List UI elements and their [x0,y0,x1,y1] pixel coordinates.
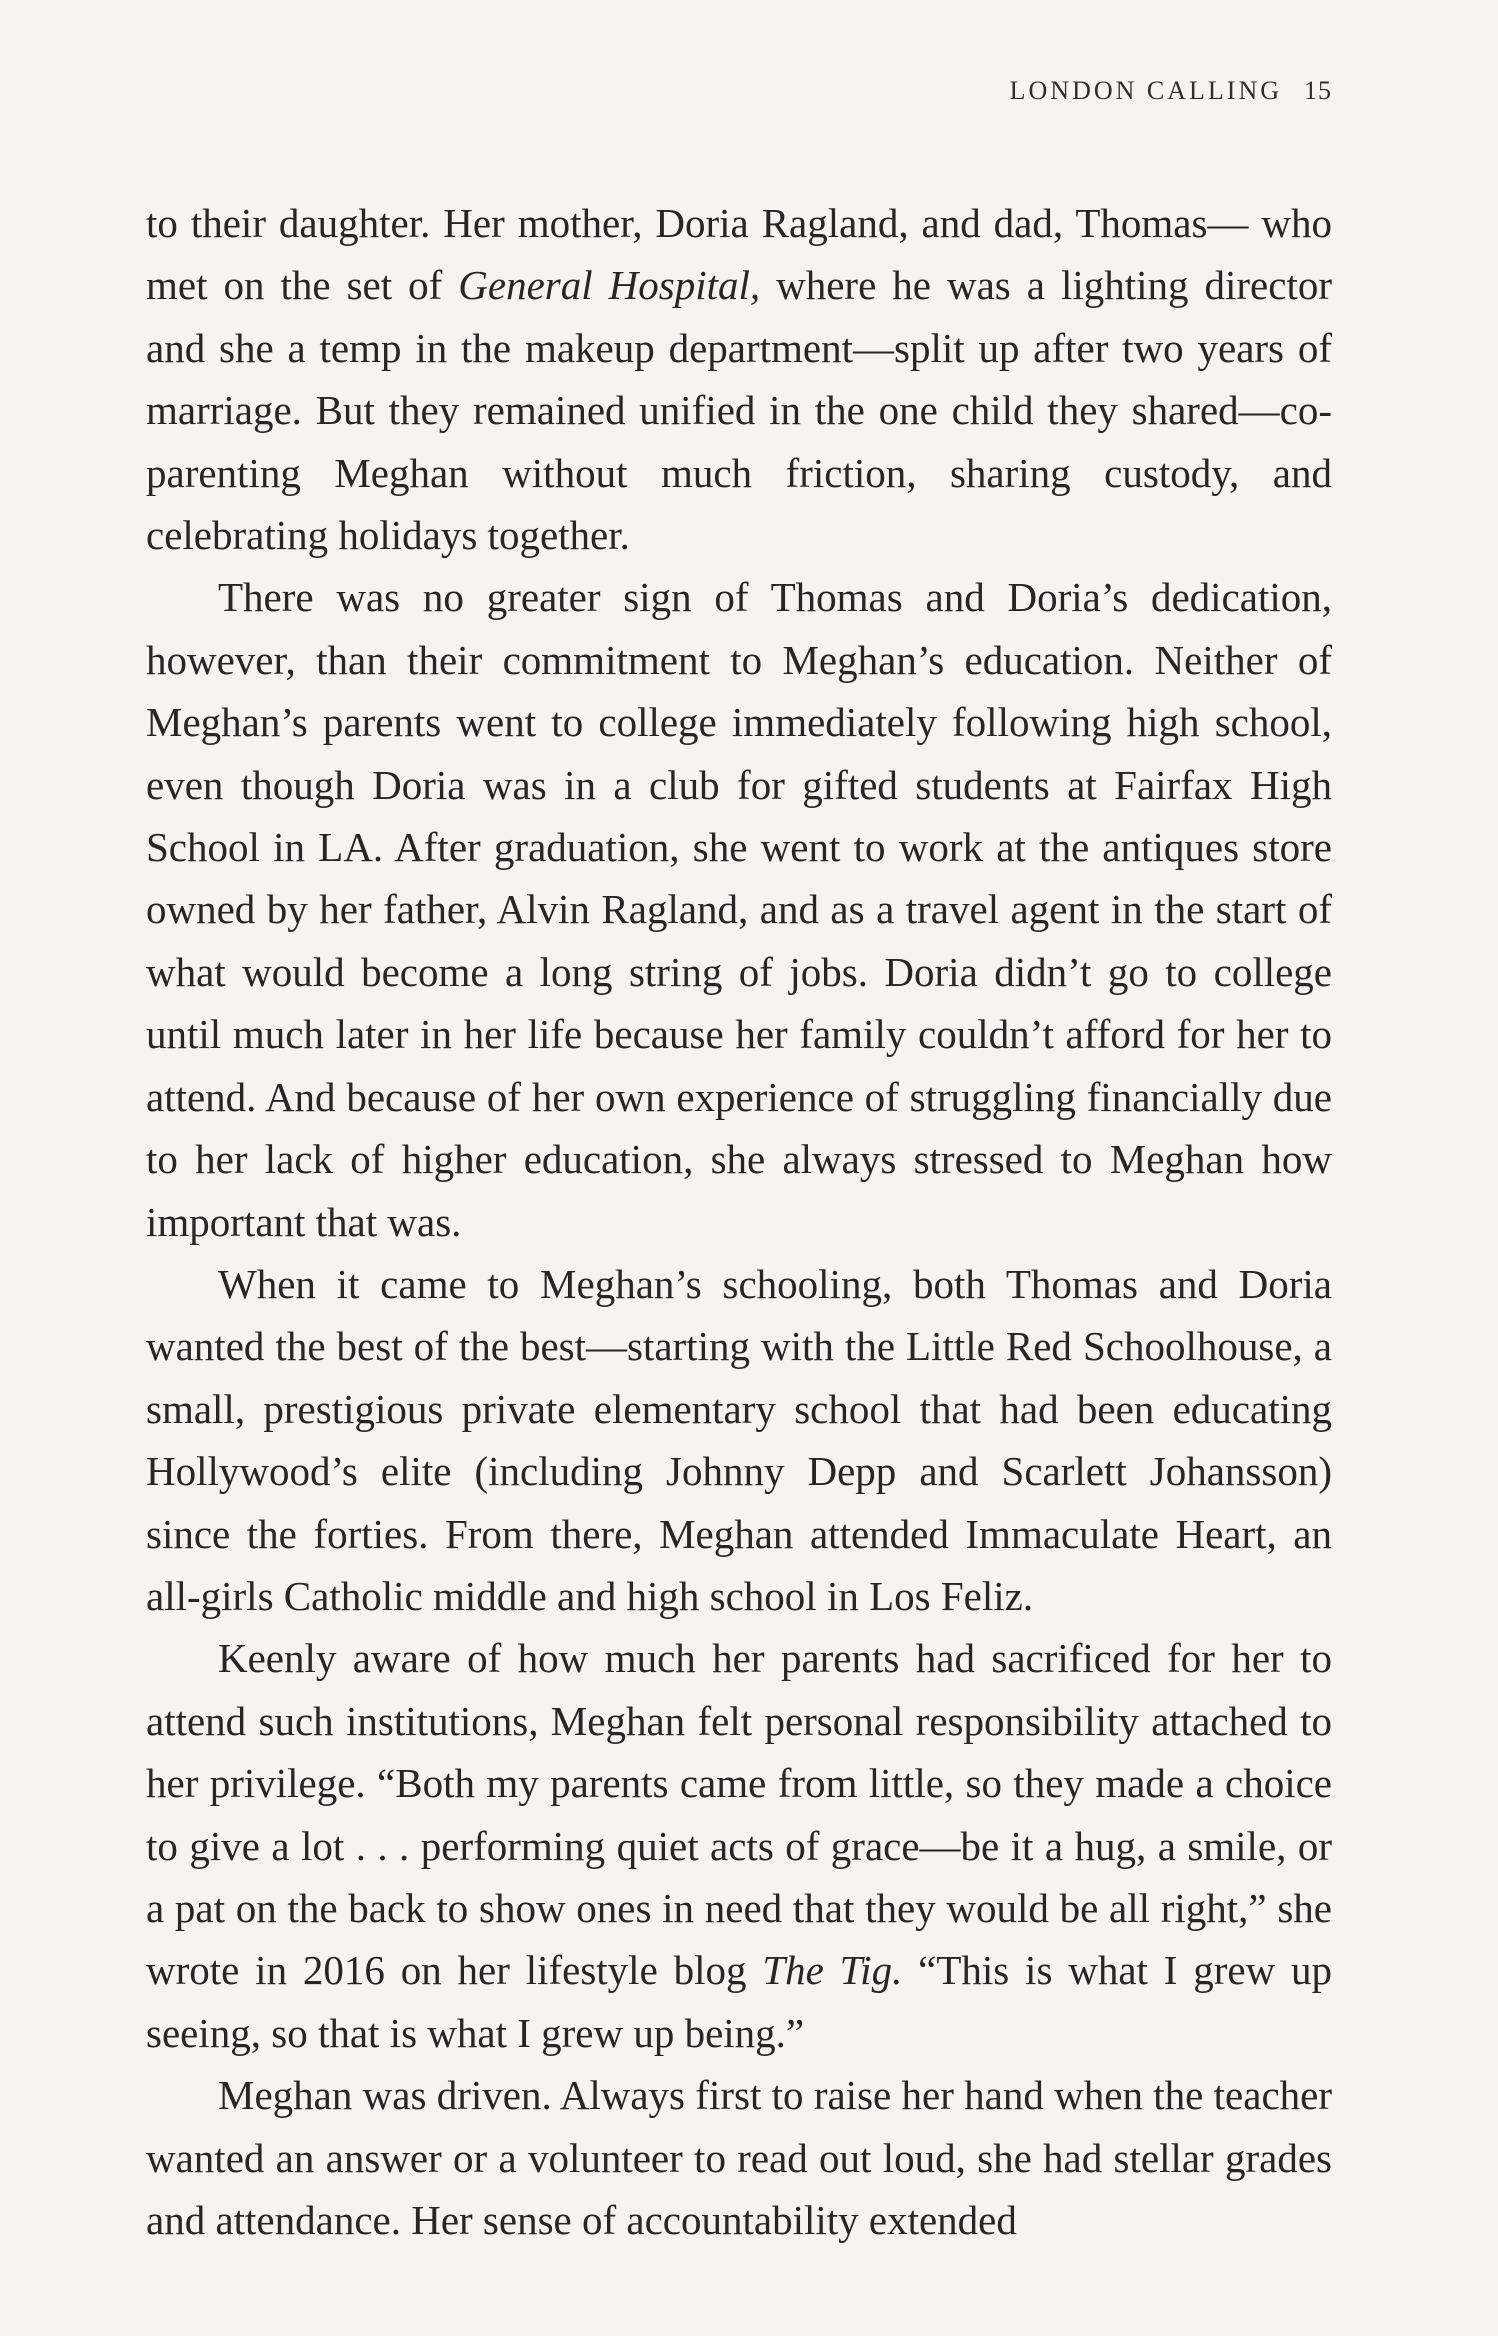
running-head [1010,76,1332,106]
paragraph-text: Meghan was driven. Always first to raise her hand when the teacher wanted an answer or a volunteer to read out loud, she had stellar grades and attendance. Her sense of accountability extended [146,2072,1332,2243]
paragraph-5 [146,2064,1332,2251]
paragraph-text: Keenly aware of how much her parents had sacrificed for her to attend such institutions, Meghan felt personal responsibility attached to her privilege. “Both my parents came from little, so they made a choice to give a lot . . . performing quiet acts of grace—be it a hug, a smile, or a pat on the back to show ones in need that they would be all right,” she wrote in 2016 on her lifestyle blog [146,1635,1332,1994]
paragraph-text: There was no greater sign of Thomas and Doria’s dedication, however, than their commitment to Meghan’s education. Neither of Meghan’s parents went to college immediately following high school, even though Doria was in a club for gifted students at Fairfax High School in LA. After graduation, she went to work at the antiques store owned by her father, Alvin Ragland, and as a travel agent in the start of what would become a long string of jobs. Doria didn’t go to college until much later in her life because her family couldn’t afford for her to attend. And because of her own experience of struggling financially due to her lack of higher education, she always stressed to Meghan how important that was. [146,574,1332,1245]
paragraph-4 [146,1627,1332,2064]
italic-title-the-tig: The Tig. [762,1947,903,1994]
page-number: 15 [1304,76,1332,105]
paragraph-text: to their daughter. Her mother, Doria Ragland, and dad, Thomas— who met on the set of [146,200,1332,309]
paragraph-text: where he was a lighting director and she a temp in the makeup department—split up after two years of marriage. But they remained unified in the one child they shared—co-parenting Meghan without much friction, sharing custody, and celebrating holidays together. [146,262,1332,559]
paragraph-1 [146,192,1332,566]
running-title: LONDON CALLING [1009,76,1282,105]
paragraph-2 [146,566,1332,1252]
italic-title-general-hospital: General Hospital, [458,262,761,309]
paragraph-3 [146,1253,1332,1627]
paragraph-text: When it came to Meghan’s schooling, both Thomas and Doria wanted the best of the best—starting with the Little Red Schoolhouse, a small, prestigious private elementary school that had been educating Hollywood’s elite (including Johnny Depp and Scarlett Johansson) since the forties. From there, Meghan attended Immaculate Heart, an all-girls Catholic middle and high school in Los Feliz. [146,1260,1332,1619]
body-text [146,192,1332,2251]
paragraph-text: “This is what I grew up seeing, so that is what I grew up being.” [146,1947,1333,2056]
